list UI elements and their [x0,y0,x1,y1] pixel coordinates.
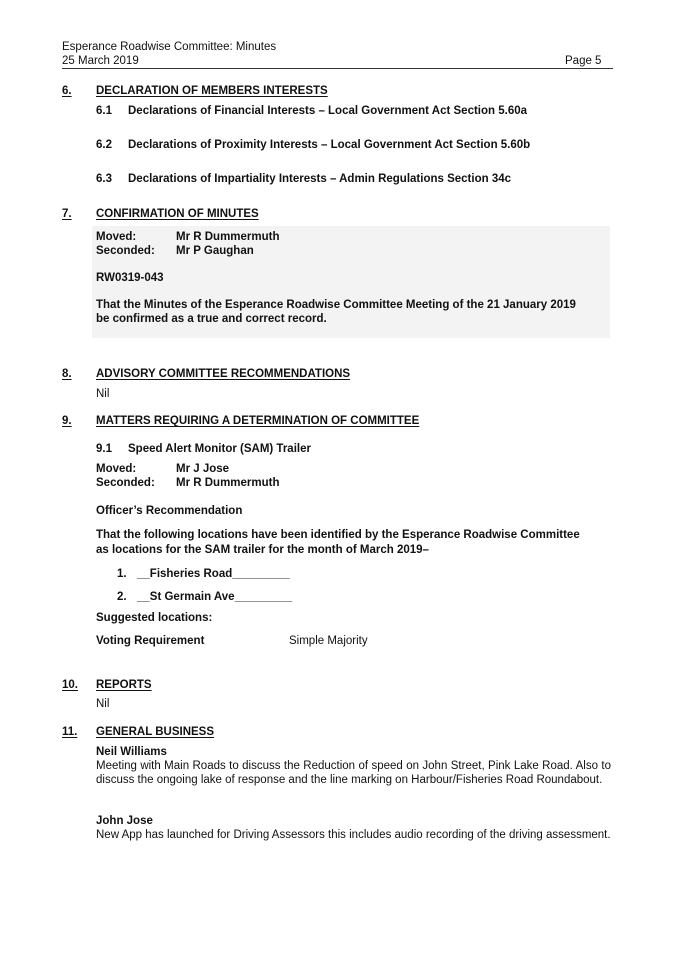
item-6-1-text: Declarations of Financial Interests – Local Government Act Section 5.60a [128,105,528,117]
location-2-text: __St Germain Ave_________ [137,591,293,603]
meeting-date: 25 March 2019 [62,55,139,67]
officers-recommendation-heading: Officer’s Recommendation [96,505,243,517]
page-number: Page 5 [565,55,602,67]
section-6-number: 6. [62,85,72,97]
document-title: Esperance Roadwise Committee: Minutes [62,41,277,53]
suggested-locations-label: Suggested locations: [96,612,213,624]
business-entry-2-body: New App has launched for Driving Assessors this includes audio recording of the driving assessment. [96,829,611,841]
section-7-number: 7. [62,208,72,220]
moved-label: Moved: [96,231,137,243]
voting-requirement-value: Simple Majority [289,635,368,647]
section-11-number: 11. [62,726,78,738]
item-9-1-number: 9.1 [96,443,112,455]
business-entry-1-body: Meeting with Main Roads to discuss the Reduction of speed on John Street, Pink Lake Road. Also to discuss the ongoing lake of response and the line marking on Harbour/Fisheries Road Roundabout. [96,760,611,786]
moved-value: Mr R Dummermuth [176,231,280,243]
section-11-title: GENERAL BUSINESS [96,726,215,738]
recommendation-line-1: That the following locations have been identified by the Esperance Roadwise Committee [96,529,580,541]
sam-seconded-value: Mr R Dummermuth [176,477,280,489]
section-6-title: DECLARATION OF MEMBERS INTERESTS [96,85,328,97]
seconded-value: Mr P Gaughan [176,245,254,257]
voting-requirement-label: Voting Requirement [96,635,205,647]
item-6-3-text: Declarations of Impartiality Interests – Admin Regulations Section 34c [128,173,512,185]
sam-moved-value: Mr J Jose [176,463,230,475]
seconded-label: Seconded: [96,245,155,257]
item-9-1-title: Speed Alert Monitor (SAM) Trailer [128,443,311,455]
section-9-number: 9. [62,415,72,427]
sam-moved-label: Moved: [96,463,137,475]
resolution-text-line-1: That the Minutes of the Esperance Roadwise Committee Meeting of the 21 January 2019 [96,299,576,311]
item-6-1-number: 6.1 [96,105,112,117]
section-8-body: Nil [96,388,110,400]
section-8-number: 8. [62,368,72,380]
item-6-2-number: 6.2 [96,139,112,151]
sam-seconded-label: Seconded: [96,477,155,489]
section-10-title: REPORTS [96,679,152,691]
business-entry-2-name: John Jose [96,815,153,827]
resolution-text-line-2: be confirmed as a true and correct record. [96,313,327,325]
section-10-number: 10. [62,679,78,691]
header-rule [62,68,613,69]
location-1-text: __Fisheries Road_________ [137,568,290,580]
item-6-2-text: Declarations of Proximity Interests – Local Government Act Section 5.60b [128,139,531,151]
location-2-number: 2. [117,591,127,603]
resolution-id: RW0319-043 [96,272,164,284]
location-1-number: 1. [117,568,127,580]
section-8-title: ADVISORY COMMITTEE RECOMMENDATIONS [96,368,351,380]
section-9-title: MATTERS REQUIRING A DETERMINATION OF COMMITTEE [96,415,420,427]
item-6-3-number: 6.3 [96,173,112,185]
section-7-title: CONFIRMATION OF MINUTES [96,208,259,220]
section-10-body: Nil [96,698,110,710]
recommendation-line-2: as locations for the SAM trailer for the month of March 2019– [96,544,429,556]
business-entry-1-name: Neil Williams [96,746,167,758]
